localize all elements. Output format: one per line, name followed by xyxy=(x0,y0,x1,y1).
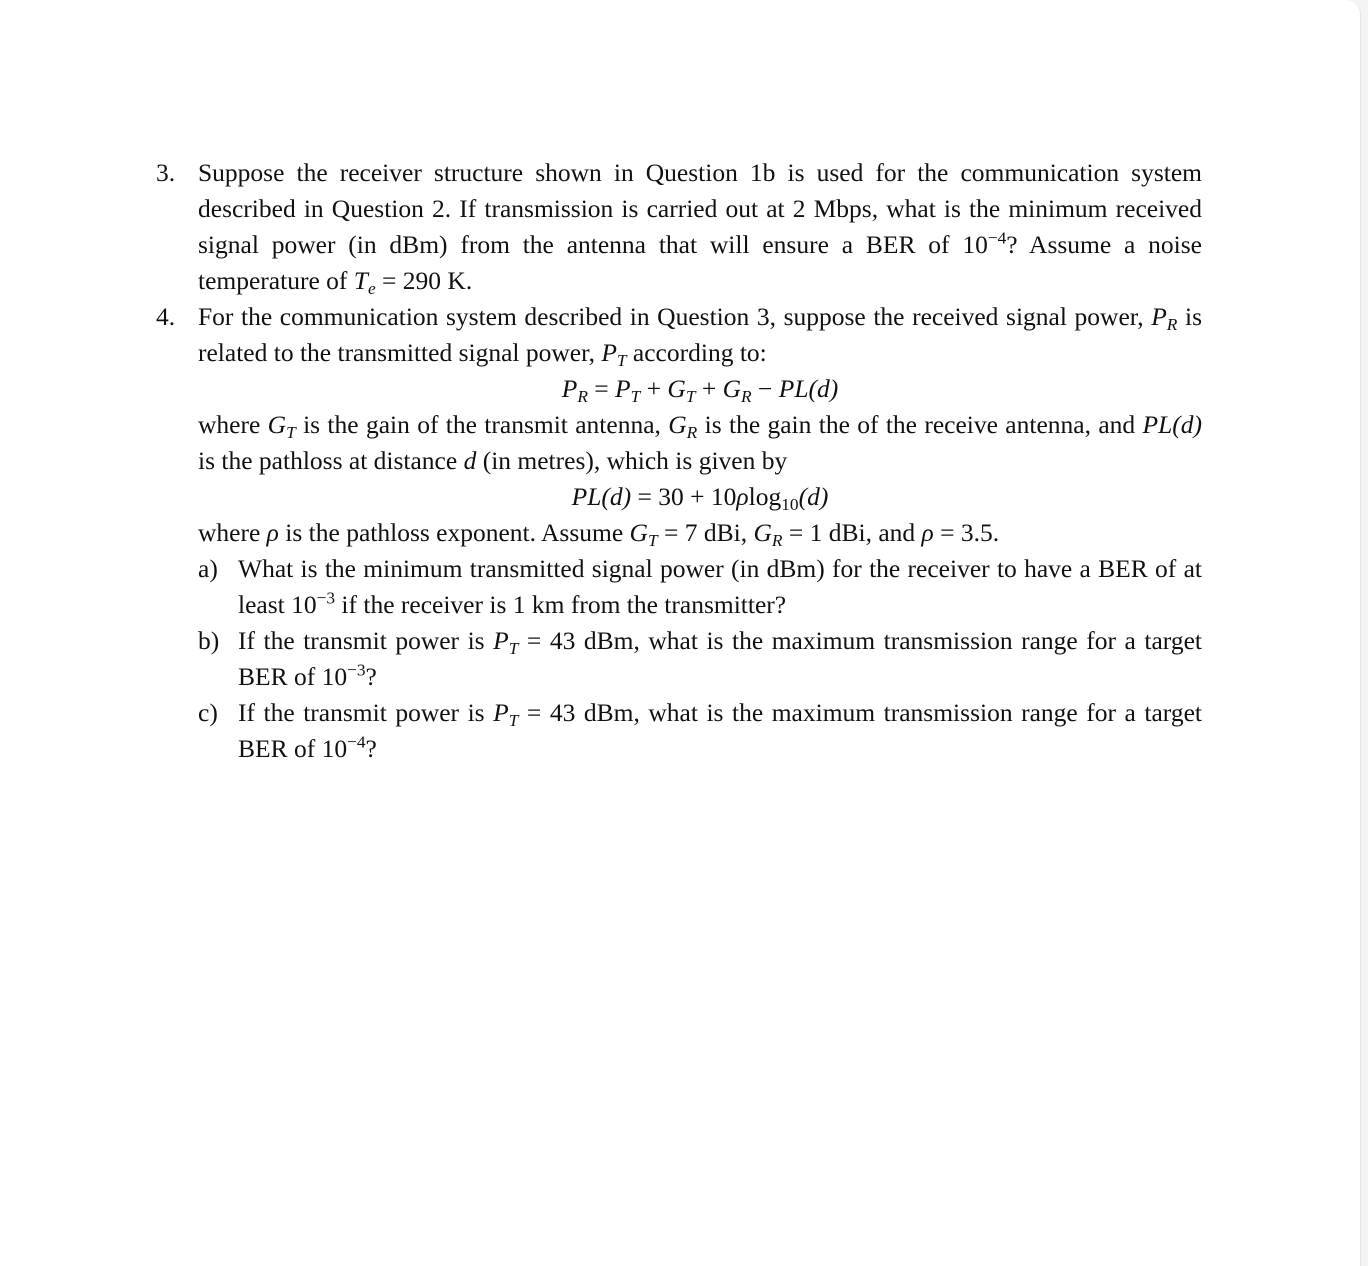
exponent: −3 xyxy=(347,660,366,680)
math-subscript: T xyxy=(647,531,658,551)
subquestion-label: a) xyxy=(198,554,218,583)
math-variable: ρ xyxy=(736,482,749,511)
math-expression: = 30 + 10 xyxy=(631,482,737,511)
exponent: −4 xyxy=(987,228,1007,248)
question-4 xyxy=(156,299,1202,371)
subquestion-text: if the receiver is 1 km from the transmitter? xyxy=(335,590,787,619)
math-subscript: T xyxy=(616,351,627,371)
question-text: For the communication system described in Question 3, suppose the received signal power, xyxy=(198,302,1152,331)
paragraph-text: = 7 dBi, xyxy=(657,518,754,547)
exponent: −3 xyxy=(316,588,336,608)
paragraph-text: where xyxy=(198,518,267,547)
math-variable: P xyxy=(615,374,631,403)
math-operator: + xyxy=(695,374,723,403)
question-4b xyxy=(156,623,1202,695)
math-subscript: R xyxy=(1166,315,1178,335)
math-subscript: R xyxy=(686,423,698,443)
exponent: −4 xyxy=(347,732,366,752)
math-subscript: T xyxy=(630,387,641,407)
subquestion-label: b) xyxy=(198,626,220,655)
math-operator: − xyxy=(751,374,779,403)
paragraph-text: (in metres), which is given by xyxy=(476,446,788,475)
math-subscript: 10 xyxy=(781,495,799,515)
math-subscript: T xyxy=(286,423,296,443)
math-variable: d xyxy=(463,446,477,475)
math-variable: G xyxy=(667,374,686,403)
math-variable: P xyxy=(493,698,509,727)
question-text: according to: xyxy=(626,338,767,367)
equation-pathloss xyxy=(156,479,1202,515)
math-variable: G xyxy=(267,410,287,439)
question-text: Suppose the receiver structure shown in Question 1b is used for the communication system described in Question 2. If transmission is carried out at 2 Mbps, what is the minimum received signal power (in dBm) from the antenna that will ensure a BER of 10 xyxy=(198,158,1202,259)
paragraph-text: is the gain of the transmit antenna, xyxy=(295,410,669,439)
math-variable: G xyxy=(722,374,742,403)
math-variable: (d) xyxy=(798,482,829,511)
question-3 xyxy=(156,155,1202,299)
math-variable: T xyxy=(353,266,368,295)
subquestion-text: = 43 dBm, what is the maximum transmission range for a target BER of 10 xyxy=(238,698,1202,763)
math-function: PL(d) xyxy=(1142,410,1202,439)
paragraph-text: = 3.5. xyxy=(933,518,1000,547)
math-subscript: R xyxy=(577,387,588,407)
math-function: PL(d) xyxy=(571,482,632,511)
math-variable: P xyxy=(601,338,617,367)
math-variable: G xyxy=(753,518,772,547)
paragraph-text: is the gain the of the receive antenna, and xyxy=(697,410,1143,439)
paragraph-text: is the pathloss exponent. Assume xyxy=(278,518,630,547)
math-subscript: R xyxy=(741,387,752,407)
math-variable: P xyxy=(493,626,509,655)
subquestion-text: If the transmit power is xyxy=(238,698,494,727)
math-variable: ρ xyxy=(921,518,934,547)
math-operator: + xyxy=(640,374,668,403)
paragraph-text: is the pathloss at distance xyxy=(198,446,464,475)
math-subscript: T xyxy=(508,639,519,659)
paragraph-assumptions xyxy=(156,515,1202,551)
math-subscript: T xyxy=(685,387,696,407)
subquestion-text: ? xyxy=(365,662,377,691)
subquestion-text: If the transmit power is xyxy=(238,626,494,655)
subquestion-text: ? xyxy=(365,734,377,763)
math-function: PL(d) xyxy=(778,374,839,403)
math-variable: G xyxy=(629,518,648,547)
paragraph-where-gains xyxy=(156,407,1202,479)
math-variable: G xyxy=(668,410,687,439)
math-subscript: T xyxy=(508,711,519,731)
math-variable: P xyxy=(1151,302,1167,331)
paragraph-text: = 1 dBi, and xyxy=(782,518,922,547)
math-function: log xyxy=(748,482,782,511)
math-variable: ρ xyxy=(266,518,279,547)
paragraph-text: where xyxy=(198,410,268,439)
question-number: 3. xyxy=(156,158,176,187)
question-4c xyxy=(156,695,1202,767)
question-number: 4. xyxy=(156,302,176,331)
math-variable: P xyxy=(561,374,578,403)
equation-received-power xyxy=(156,371,1202,407)
question-text: = 290 K. xyxy=(375,266,473,295)
math-subscript: e xyxy=(367,279,376,299)
math-operator: = xyxy=(587,374,616,403)
subquestion-text: = 43 dBm, what is the maximum transmission range for a target BER of 10 xyxy=(238,626,1202,691)
question-text: is related to the transmitted signal power, xyxy=(198,302,1202,367)
subquestion-text: What is the minimum transmitted signal power (in dBm) for the receiver to have a BER of at least 10 xyxy=(238,554,1202,619)
question-4a xyxy=(156,551,1202,623)
question-list xyxy=(156,155,1202,767)
subquestion-label: c) xyxy=(198,698,218,727)
question-text: ? Assume a noise temperature of xyxy=(198,230,1202,295)
math-subscript: R xyxy=(771,531,783,551)
